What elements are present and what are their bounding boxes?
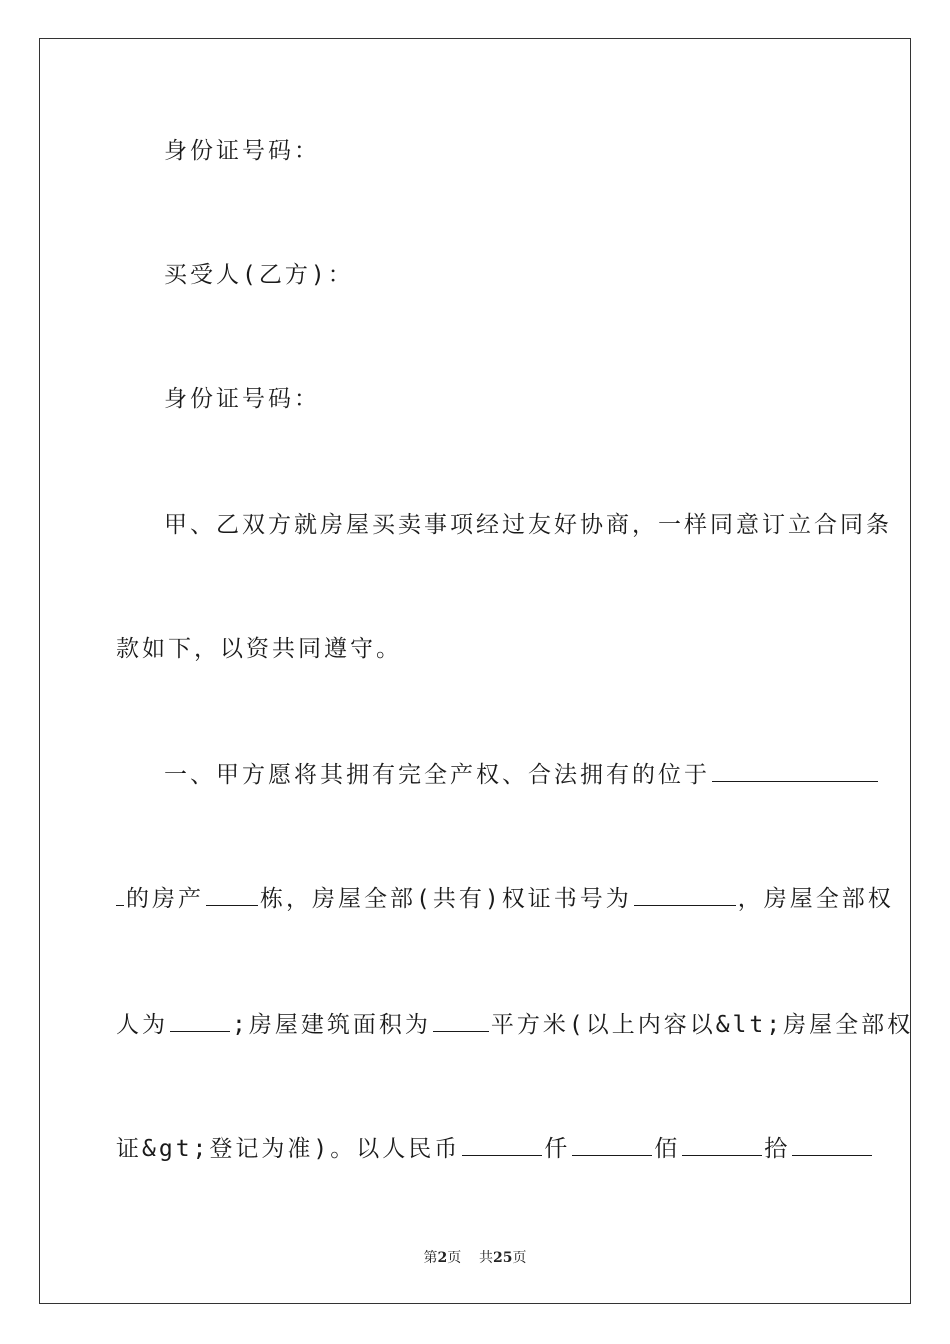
certificate-number-blank[interactable]	[634, 887, 736, 906]
total-prefix: 共	[479, 1250, 494, 1266]
owner-blank[interactable]	[170, 1013, 230, 1032]
thousands-blank[interactable]	[462, 1137, 542, 1156]
page-number: 2	[437, 1250, 448, 1266]
location-blank[interactable]	[712, 763, 878, 782]
clause-1-line-3	[116, 1010, 914, 1040]
buyer-id-label: 身份证号码：	[164, 386, 320, 412]
intro-line-2: 款如下，以资共同遵守。	[116, 636, 402, 662]
page-prefix: 第	[423, 1250, 438, 1266]
page-footer	[0, 1247, 950, 1267]
clause-1-text-e: 人为	[116, 1012, 168, 1038]
ones-blank[interactable]	[792, 1137, 872, 1156]
clause-1-text-d: ，房屋全部权	[737, 886, 894, 912]
clause-1-text-g: 平方米(以上内容以&lt;房屋全部权	[490, 1012, 914, 1038]
hundreds-blank[interactable]	[572, 1137, 652, 1156]
tens-blank[interactable]	[682, 1137, 762, 1156]
clause-1-text-h: 证&gt;登记为准)。以人民币	[116, 1136, 461, 1162]
page-suffix: 页	[447, 1250, 462, 1266]
clause-1-line-4	[116, 1134, 836, 1164]
thousands-label: 仟	[544, 1136, 571, 1162]
total-pages: 25	[493, 1250, 513, 1266]
hundreds-label: 佰	[654, 1136, 681, 1162]
tens-label: 拾	[764, 1136, 791, 1162]
intro-line-1: 甲、乙双方就房屋买卖事项经过友好协商，一样同意订立合同条	[164, 512, 892, 538]
clause-1-text-b: 的房产	[126, 886, 204, 912]
area-blank[interactable]	[433, 1013, 489, 1032]
clause-1-text-c: 栋，房屋全部(共有)权证书号为	[260, 886, 632, 912]
building-blank[interactable]	[206, 887, 258, 906]
clause-1-line-1	[116, 760, 884, 790]
clause-1-text-a: 一、甲方愿将其拥有完全产权、合法拥有的位于	[164, 762, 710, 788]
location-blank-continued[interactable]	[116, 887, 124, 906]
page-border	[39, 38, 914, 1304]
clause-1-text-f: ;房屋建筑面积为	[232, 1012, 431, 1038]
buyer-label: 买受人(乙方)：	[164, 262, 354, 288]
clause-1-line-2	[116, 884, 894, 914]
seller-id-label: 身份证号码：	[164, 138, 320, 164]
total-suffix: 页	[512, 1250, 527, 1266]
